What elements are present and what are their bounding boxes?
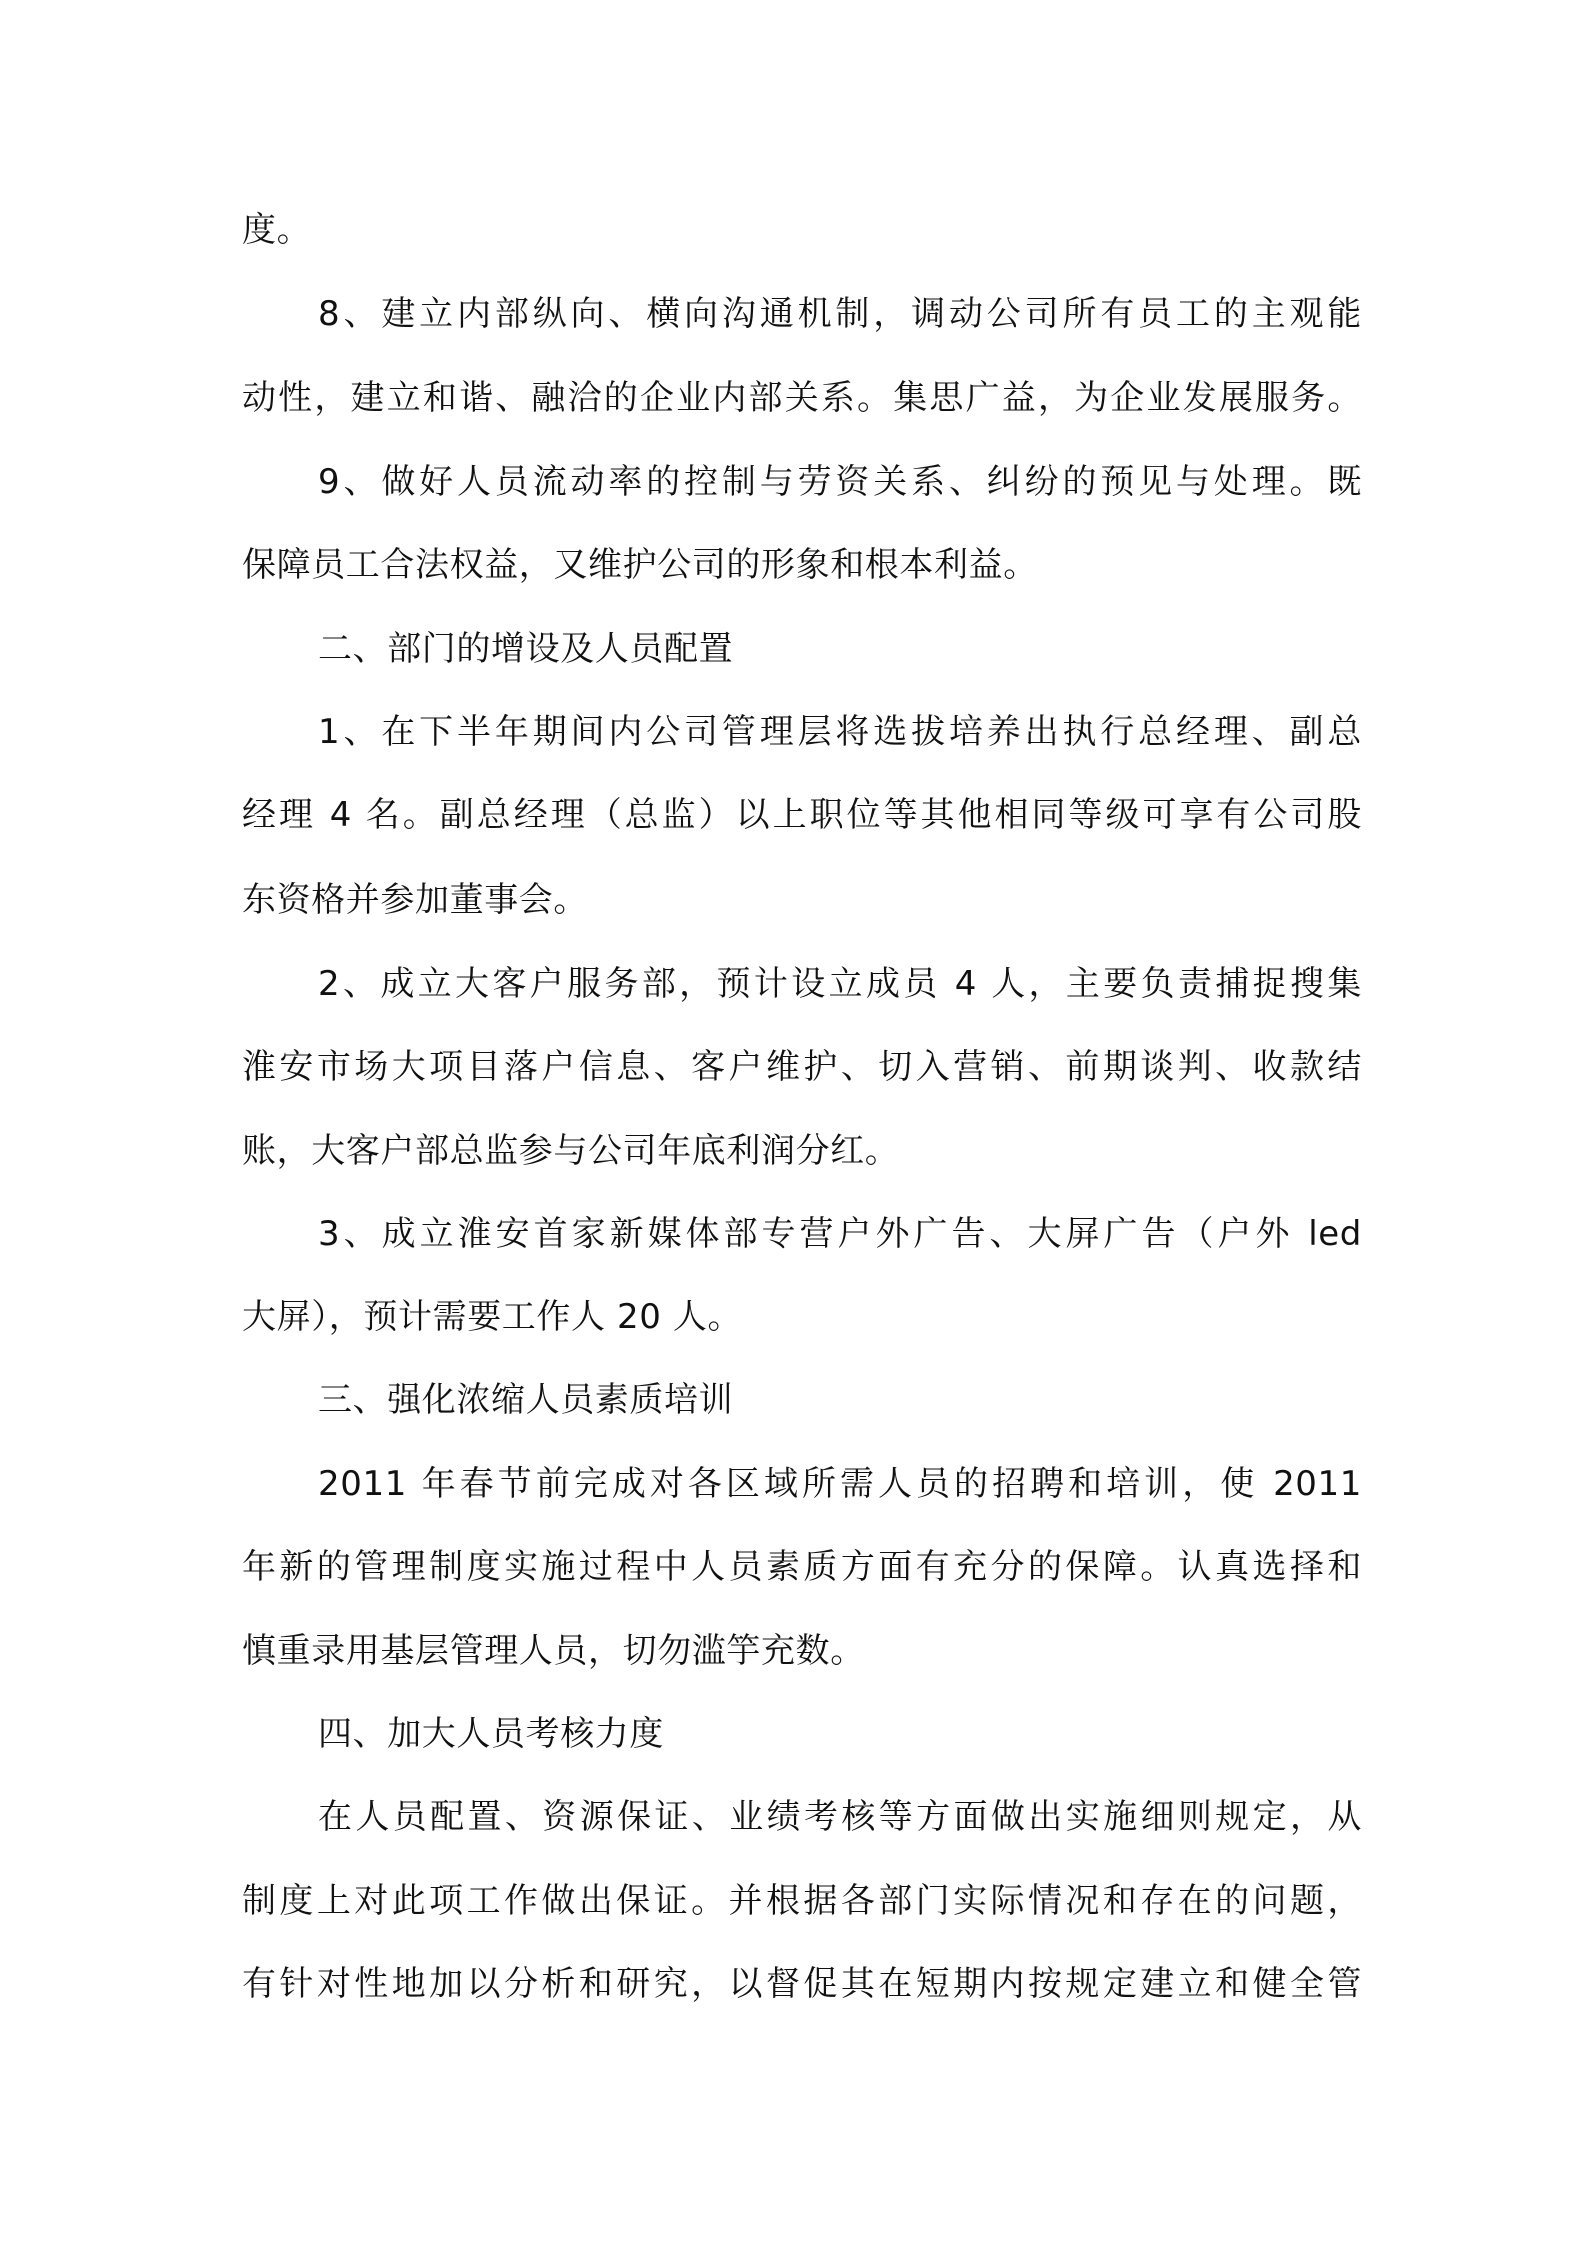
section-heading: 二、部门的增设及人员配置 — [318, 629, 734, 669]
text-line: 2、成立大客户服务部，预计设立成员 4 人，主要负责捕捉搜集 — [318, 964, 1362, 1004]
text-line: 动性，建立和谐、融洽的企业内部关系。集思广益，为企业发展服务。 — [242, 378, 1362, 418]
text-line: 3、成立淮安首家新媒体部专营户外广告、大屏广告（户外 led — [318, 1214, 1362, 1254]
text-line: 2011 年春节前完成对各区域所需人员的招聘和培训，使 2011 — [318, 1464, 1362, 1504]
text-line: 在人员配置、资源保证、业绩考核等方面做出实施细则规定，从 — [318, 1797, 1362, 1837]
section-heading: 三、强化浓缩人员素质培训 — [318, 1380, 734, 1420]
text-line: 制度上对此项工作做出保证。并根据各部门实际情况和存在的问题， — [242, 1881, 1362, 1921]
text-line: 8、建立内部纵向、横向沟通机制，调动公司所有员工的主观能 — [318, 294, 1362, 334]
text-line: 有针对性地加以分析和研究，以督促其在短期内按规定建立和健全管 — [242, 1964, 1362, 2004]
text-line: 东资格并参加董事会。 — [242, 880, 588, 920]
text-line: 保障员工合法权益，又维护公司的形象和根本利益。 — [242, 545, 1038, 585]
section-heading: 四、加大人员考核力度 — [318, 1714, 664, 1754]
text-line: 慎重录用基层管理人员，切勿滥竽充数。 — [242, 1631, 865, 1671]
text-line: 9、做好人员流动率的控制与劳资关系、纠纷的预见与处理。既 — [318, 462, 1362, 502]
text-line: 度。 — [242, 210, 312, 250]
text-line: 经理 4 名。副总经理（总监）以上职位等其他相同等级可享有公司股 — [242, 795, 1362, 835]
text-line: 1、在下半年期间内公司管理层将选拔培养出执行总经理、副总 — [318, 712, 1362, 752]
text-line: 账，大客户部总监参与公司年底利润分红。 — [242, 1131, 900, 1171]
text-line: 淮安市场大项目落户信息、客户维护、切入营销、前期谈判、收款结 — [242, 1047, 1362, 1087]
text-line: 年新的管理制度实施过程中人员素质方面有充分的保障。认真选择和 — [242, 1547, 1362, 1587]
text-line: 大屏），预计需要工作人 20 人。 — [242, 1297, 743, 1337]
